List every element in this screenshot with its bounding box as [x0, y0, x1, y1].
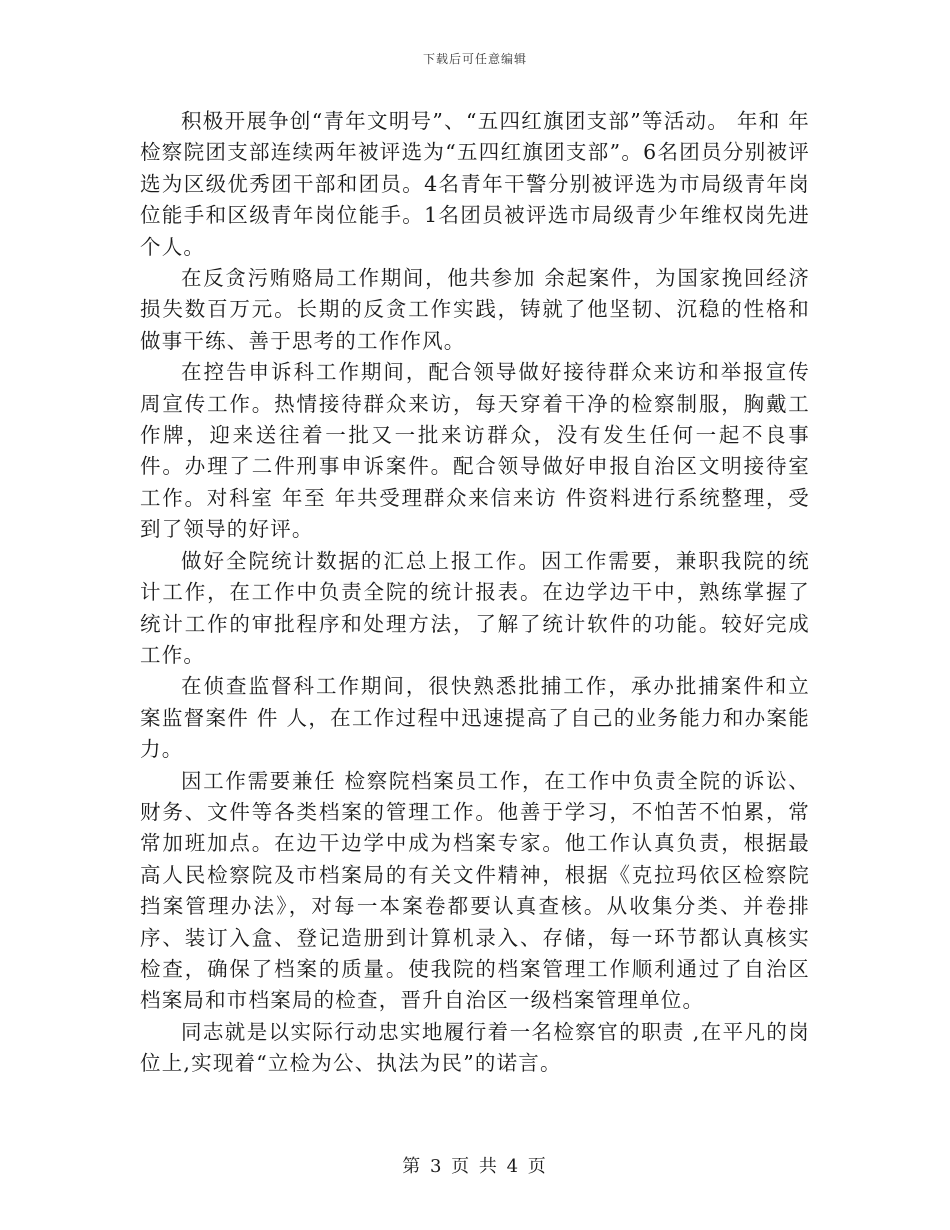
- paragraph-statistics: 做好全院统计数据的汇总上报工作。因工作需要，兼职我院的统计工作，在工作中负责全院的统计报表。在边学边干中，熟练掌握了统计工作的审批程序和处理方法，了解了统计软件的功能。较好完成工作。: [140, 548, 810, 667]
- document-body: [140, 106, 810, 1080]
- paragraph-archives: 因工作需要兼任 检察院档案员工作，在工作中负责全院的诉讼、财务、文件等各类档案的管理工作。他善于学习，不怕苦不怕累，常常加班加点。在边干边学中成为档案专家。他工作认真负责，根据最高人民检察院及市档案局的有关文件精神，根据《克拉玛依区检察院挡案管理办法》，对每一本案卷都要认真查核。从收集分类、并卷排序、装订入盒、登记造册到计算机录入、存储，每一环节都认真核实检查，确保了档案的质量。使我院的档案管理工作顺利通过了自治区档案局和市档案局的检查，晋升自治区一级档案管理单位。: [140, 768, 810, 1013]
- paragraph-complaints: 在控告申诉科工作期间，配合领导做好接待群众来访和举报宣传周宣传工作。热情接待群众来访，每天穿着干净的检察制服，胸戴工作牌，迎来送往着一批又一批来访群众，没有发生任何一起不良事件。办理了二件刑事申诉案件。配合领导做好申报自治区文明接待室工作。对科室 年至 年共受理群众来信来访 件资料进行系统整理，受到了领导的好评。: [140, 360, 810, 542]
- page-number: 第 3 页 共 4 页: [402, 1156, 548, 1177]
- paragraph-investigation: 在侦查监督科工作期间，很快熟悉批捕工作，承办批捕案件和立案监督案件 件 人，在工作过程中迅速提高了自己的业务能力和办案能力。: [140, 674, 810, 762]
- paragraph-activities: 积极开展争创“青年文明号”、“五四红旗团支部”等活动。 年和 年 检察院团支部连续两年被评选为“五四红旗团支部”。6名团员分别被评选为区级优秀团干部和团员。4名青年干警分别被评选为市局级青年岗位能手和区级青年岗位能手。1名团员被评选市局级青少年维权岗先进个人。: [140, 109, 810, 259]
- paragraph-anti-corruption: 在反贪污贿赂局工作期间，他共参加 余起案件，为国家挽回经济损失数百万元。长期的反贪工作实践，铸就了他坚韧、沉稳的性格和做事干练、善于思考的工作作风。: [140, 266, 810, 353]
- page-header: 下载后可任意编辑: [422, 52, 527, 66]
- paragraph-conclusion: 同志就是以实际行动忠实地履行着一名检察官的职责 ,在平凡的岗位上,实现着“立检为公、执法为民”的诺言。: [140, 1019, 810, 1076]
